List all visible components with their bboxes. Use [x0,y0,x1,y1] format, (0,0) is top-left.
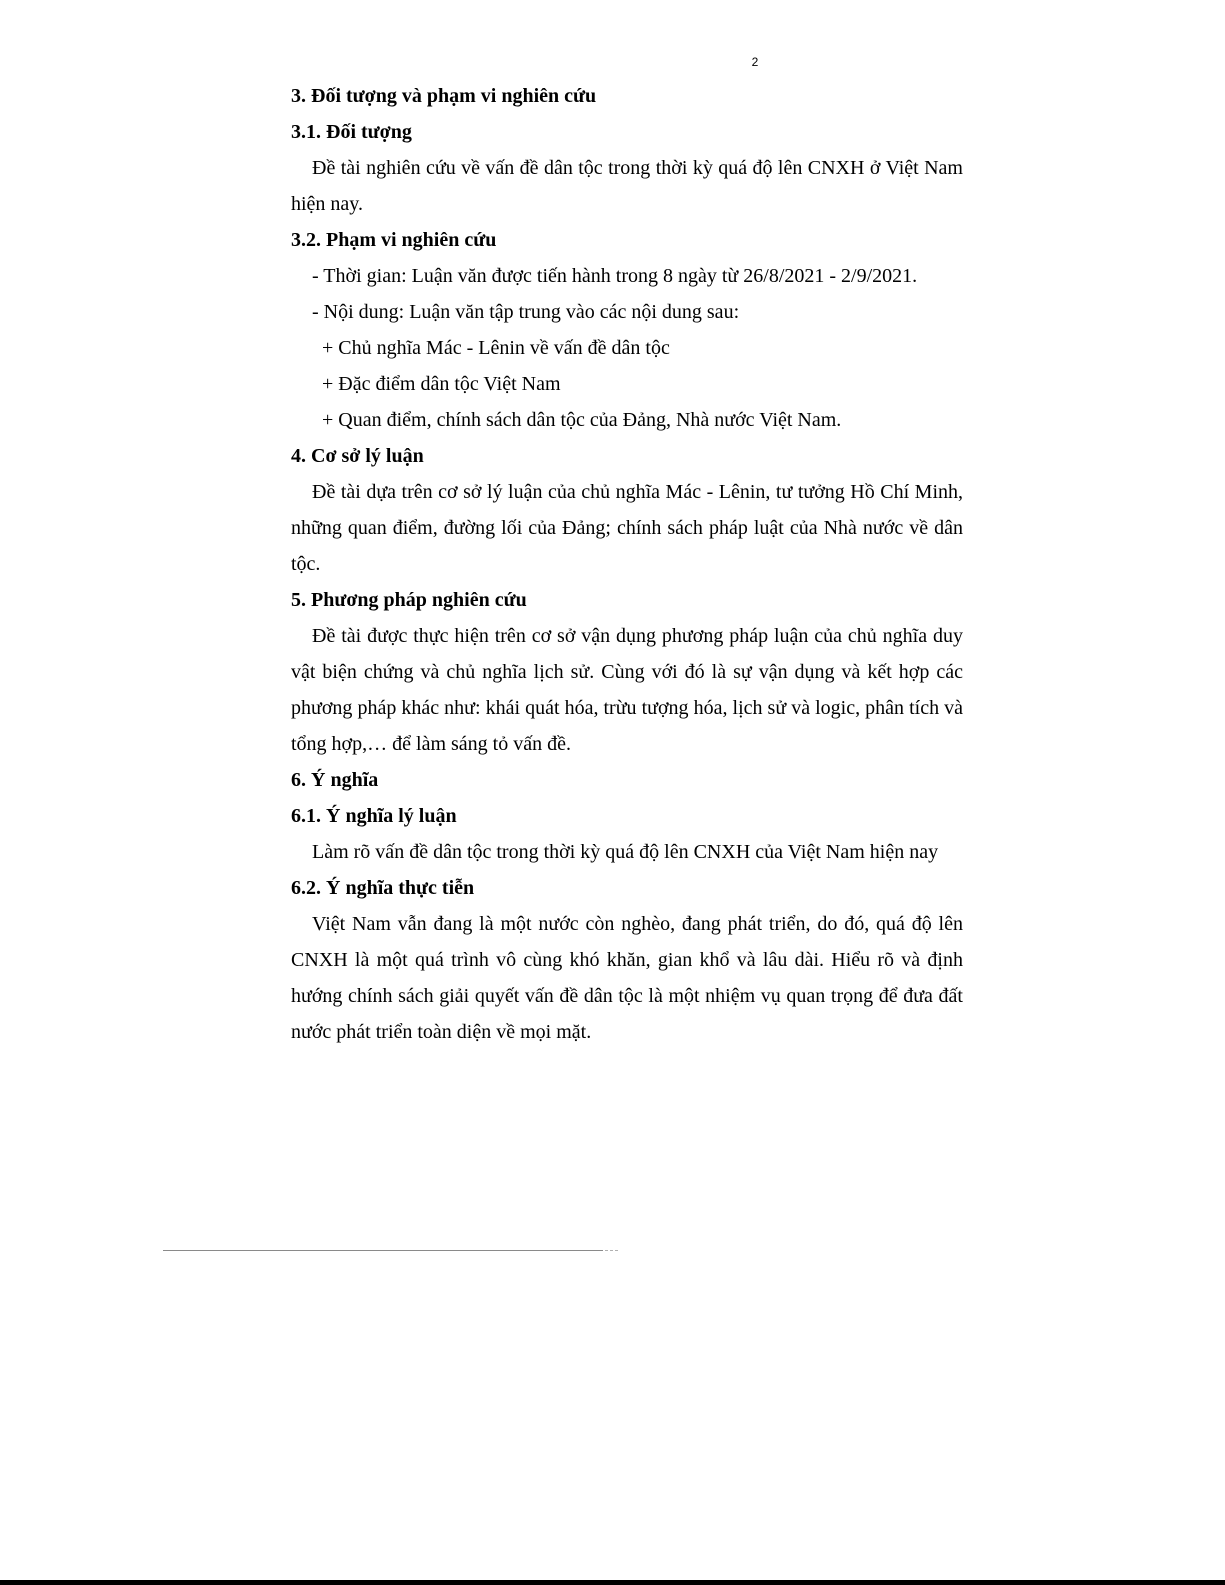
scope-time-line: - Thời gian: Luận văn được tiến hành trong 8 ngày từ 26/8/2021 - 2/9/2021. [312,265,918,287]
section-6-1-heading: 6.1. Ý nghĩa lý luận [291,805,457,827]
section-4-paragraph: Đề tài dựa trên cơ sở lý luận của chủ nghĩa Mác - Lênin, tư tưởng Hồ Chí Minh, những quan điểm, đường lối của Đảng; chính sách pháp luật của Nhà nước về dân tộc. [291,481,963,575]
section-3-heading: 3. Đối tượng và phạm vi nghiên cứu [291,85,597,107]
section-4-heading: 4. Cơ sở lý luận [291,445,424,467]
section-6-2-paragraph: Việt Nam vẫn đang là một nước còn nghèo, đang phát triển, do đó, quá độ lên CNXH là một quá trình vô cùng khó khăn, gian khổ và lâu dài. Hiểu rõ và định hướng chính sách giải quyết vấn đề dân tộc là một nhiệm vụ quan trọng để đưa đất nước phát triển toàn diện về mọi mặt. [291,913,963,1043]
scope-item: + Đặc điểm dân tộc Việt Nam [322,373,561,395]
page-number: 2 [751,55,759,69]
section-6-1-paragraph: Làm rõ vấn đề dân tộc trong thời kỳ quá độ lên CNXH của Việt Nam hiện nay [312,841,939,863]
scope-item: + Quan điểm, chính sách dân tộc của Đảng, Nhà nước Việt Nam. [322,409,842,431]
section-3-1-paragraph: Đề tài nghiên cứu về vấn đề dân tộc trong thời kỳ quá độ lên CNXH ở Việt Nam hiện nay. [291,157,963,215]
footnote-separator-tail [605,1250,618,1251]
section-6-heading: 6. Ý nghĩa [291,769,379,791]
section-5-heading: 5. Phương pháp nghiên cứu [291,589,527,611]
scope-content-line: - Nội dung: Luận văn tập trung vào các nội dung sau: [312,301,740,323]
section-6-2-heading: 6.2. Ý nghĩa thực tiễn [291,877,475,899]
footnote-separator [163,1250,603,1251]
scope-item: + Chủ nghĩa Mác - Lênin về vấn đề dân tộc [322,337,670,359]
page-bottom-edge [0,1580,1225,1585]
section-3-1-heading: 3.1. Đối tượng [291,121,412,143]
section-5-paragraph: Đề tài được thực hiện trên cơ sở vận dụng phương pháp luận của chủ nghĩa duy vật biện chứng và chủ nghĩa lịch sử. Cùng với đó là sự vận dụng và kết hợp các phương pháp khác như: khái quát hóa, trừu tượng hóa, lịch sử và logic, phân tích và tổng hợp,… để làm sáng tỏ vấn đề. [291,625,963,755]
document-body [291,78,963,1050]
section-3-2-heading: 3.2. Phạm vi nghiên cứu [291,229,497,251]
